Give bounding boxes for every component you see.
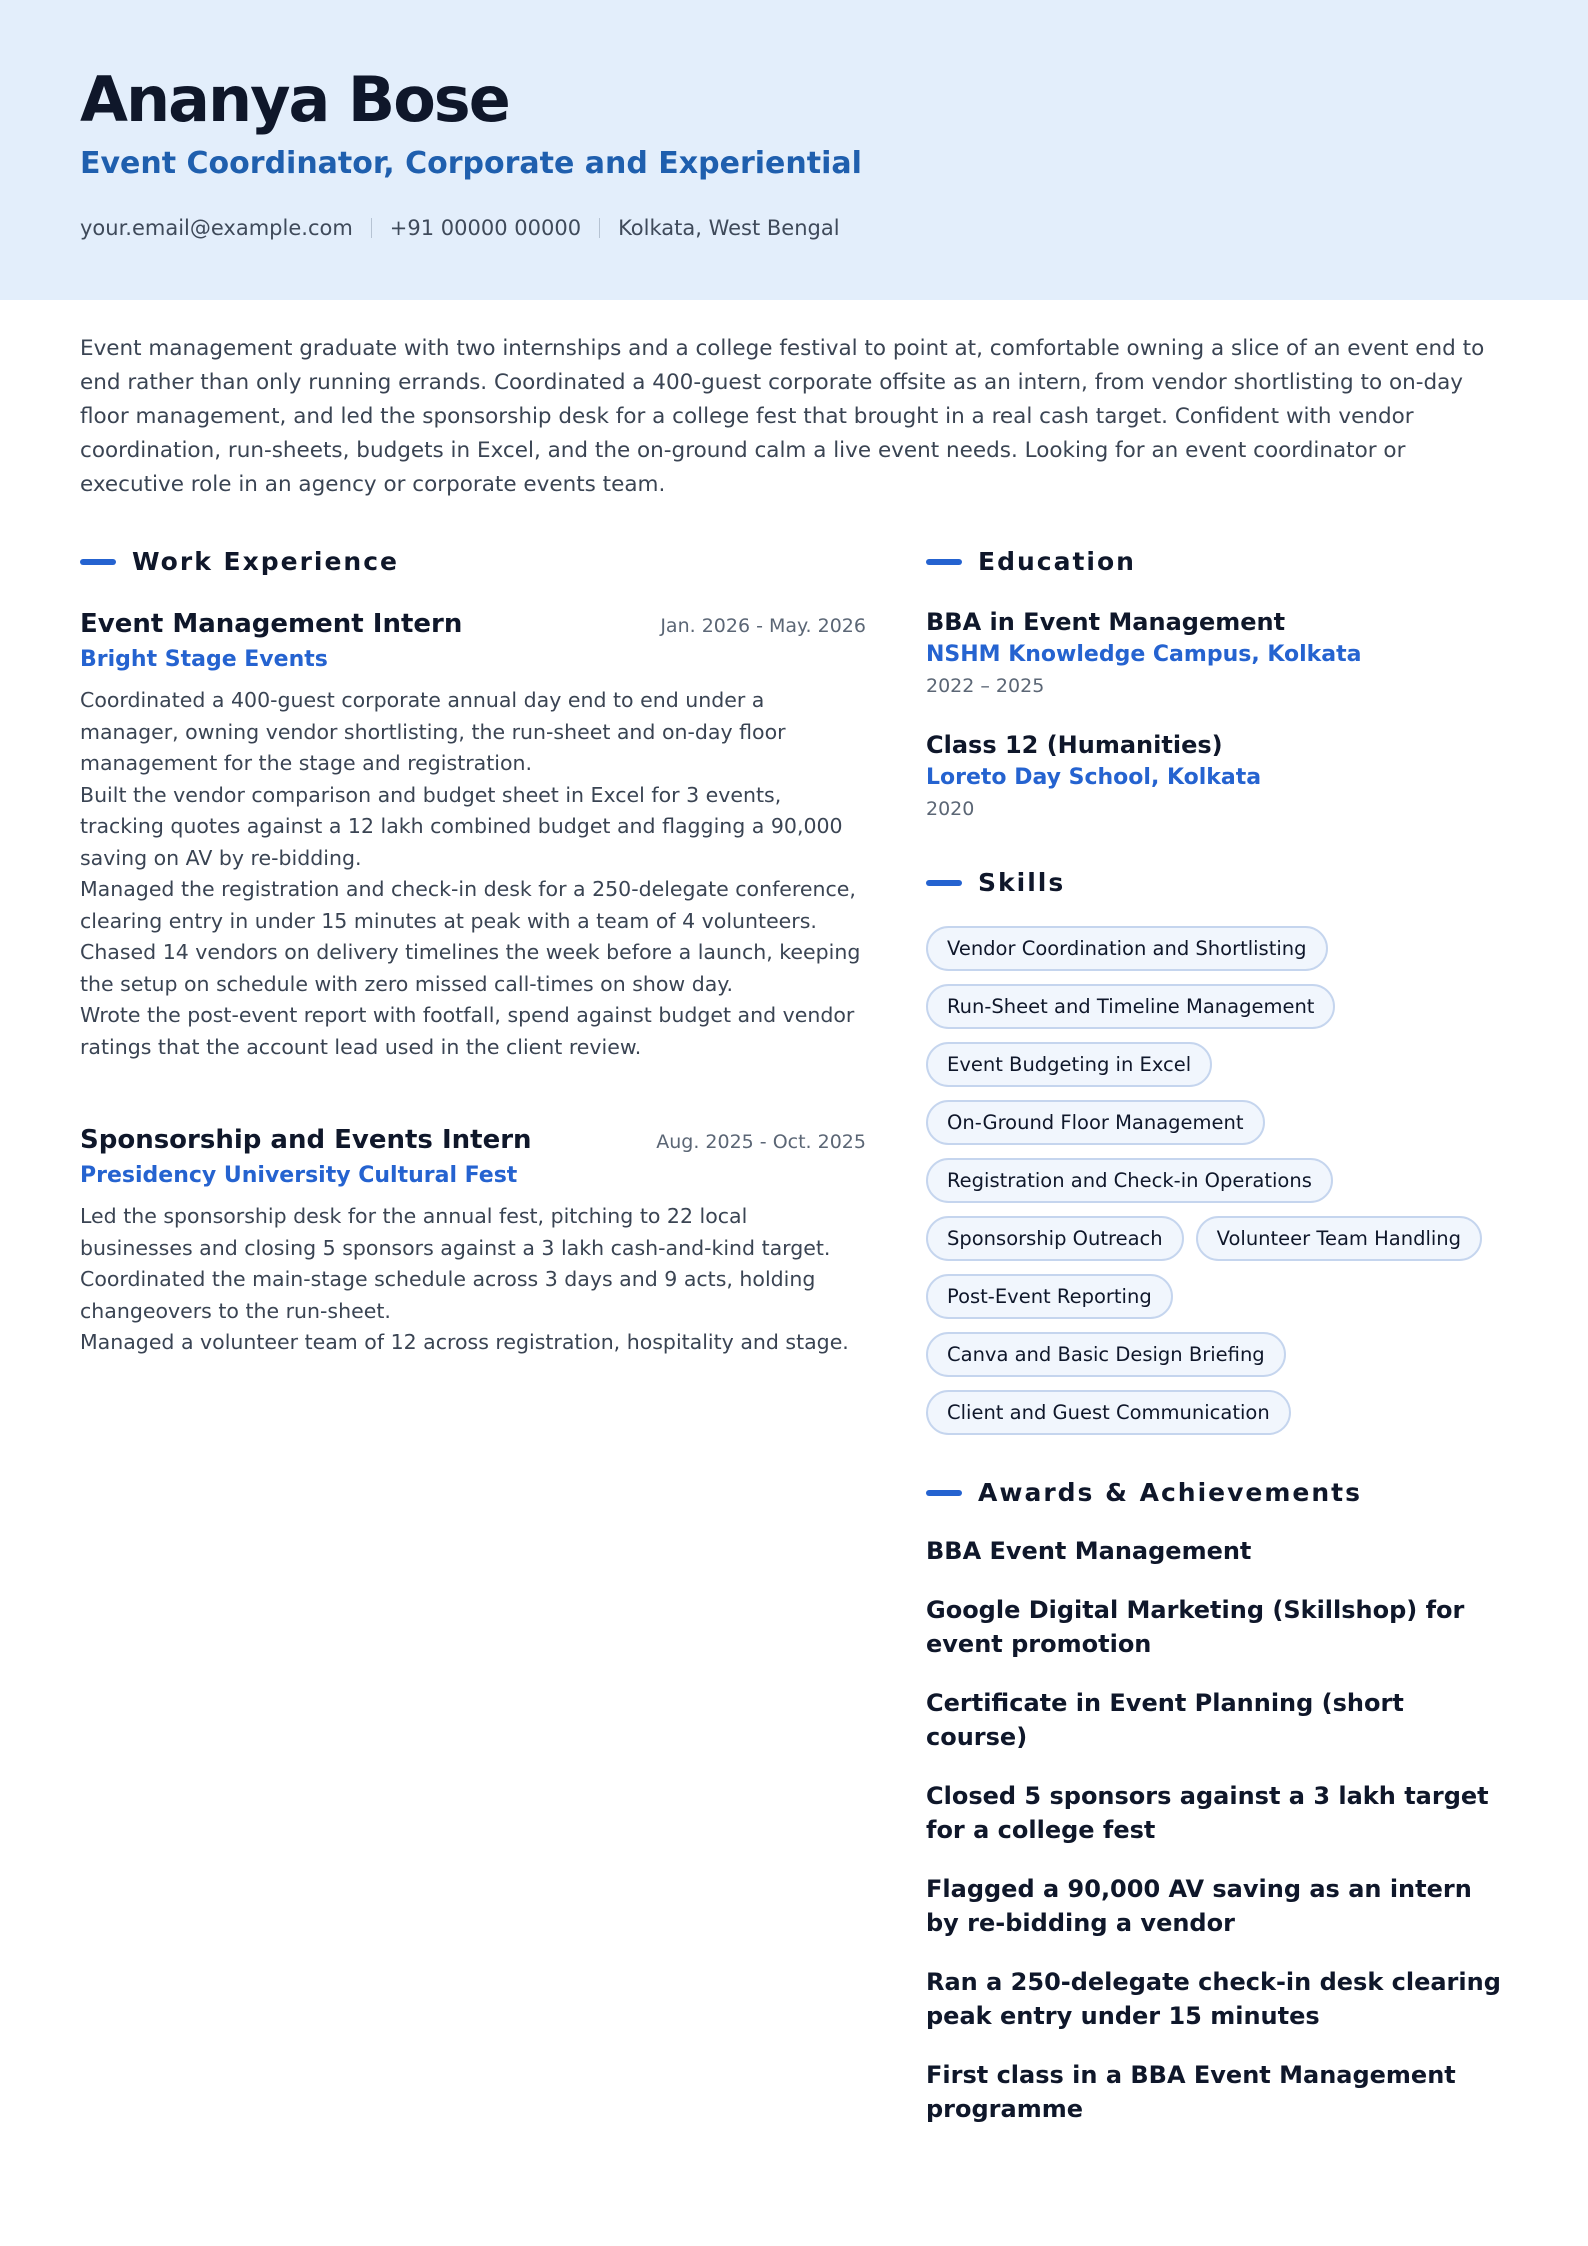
education-school: NSHM Knowledge Campus, Kolkata (926, 642, 1362, 667)
job-organization: Bright Stage Events (80, 647, 328, 672)
job-bullet: Coordinated the main-stage schedule across 3 days and 9 acts, holding changeovers to the run-sheet. (80, 1267, 816, 1323)
job-bullet: Chased 14 vendors on delivery timelines the week before a launch, keeping the setup on schedule with zero missed call-times on show day. (80, 940, 861, 996)
education-years: 2020 (926, 798, 975, 820)
skill-chip: Canva and Basic Design Briefing (926, 1332, 1286, 1377)
section-heading-label: Education (978, 547, 1136, 576)
section-heading-skills (926, 867, 1065, 899)
awards-list (926, 1534, 1506, 2151)
job-bullet: Wrote the post-event report with footfall, spend against budget and vendor ratings that the account lead used in the client review. (80, 1003, 855, 1059)
contact-divider (371, 218, 372, 238)
skill-chip: Volunteer Team Handling (1196, 1216, 1482, 1261)
job-dates: Aug. 2025 - Oct. 2025 (656, 1131, 866, 1153)
education-entry (926, 606, 1526, 700)
skill-chip: Event Budgeting in Excel (926, 1042, 1212, 1087)
section-heading-awards (926, 1477, 1362, 1509)
skill-chip: Registration and Check-in Operations (926, 1158, 1333, 1203)
contact-line (80, 213, 840, 243)
job-title: Sponsorship and Events Intern (80, 1125, 532, 1155)
candidate-name: Ananya Bose (80, 63, 509, 136)
section-accent-bar (926, 880, 962, 886)
award-item: Ran a 250-delegate check-in desk clearing peak entry under 15 minutes (926, 1968, 1501, 2030)
skill-chip: Vendor Coordination and Shortlisting (926, 926, 1328, 971)
contact-email[interactable]: your.email@example.com (80, 216, 353, 240)
award-item: Google Digital Marketing (Skillshop) for event promotion (926, 1596, 1465, 1658)
skills-list (926, 926, 1526, 1435)
education-school: Loreto Day School, Kolkata (926, 765, 1262, 790)
section-accent-bar (926, 1490, 962, 1496)
award-item: Certificate in Event Planning (short course) (926, 1689, 1404, 1751)
job-bullet: Managed a volunteer team of 12 across registration, hospitality and stage. (80, 1330, 849, 1354)
section-accent-bar (926, 559, 962, 565)
candidate-role: Event Coordinator, Corporate and Experiential (80, 146, 862, 181)
award-item: Flagged a 90,000 AV saving as an intern by re-bidding a vendor (926, 1875, 1472, 1937)
experience-entry (80, 1123, 866, 1359)
job-bullet: Managed the registration and check-in desk for a 250-delegate conference, clearing entry in under 15 minutes at peak with a team of 4 volunteers. (80, 877, 856, 933)
job-bullet-list (80, 685, 866, 1063)
education-years: 2022 – 2025 (926, 675, 1045, 697)
section-heading-work (80, 546, 399, 578)
header-banner (0, 0, 1588, 300)
job-bullet: Built the vendor comparison and budget sheet in Excel for 3 events, tracking quotes against a 12 lakh combined budget and flagging a 90,000 saving on AV by re-bidding. (80, 782, 843, 870)
skill-chip: Client and Guest Communication (926, 1390, 1291, 1435)
job-bullet: Coordinated a 400-guest corporate annual day end to end under a manager, owning vendor shortlisting, the run-sheet and on-day floor management for the stage and registration. (80, 688, 786, 775)
section-heading-label: Work Experience (132, 547, 399, 576)
award-item: Closed 5 sponsors against a 3 lakh target for a college fest (926, 1782, 1489, 1844)
award-item: First class in a BBA Event Management programme (926, 2061, 1456, 2123)
summary-paragraph: Event management graduate with two internships and a college festival to point at, comfortable owning a slice of an event end to end rather than only running errands. Coordinated a 400-guest corporate offsite as an intern, from vendor shortlisting to on-day floor management, and led the sponsorship desk for a college fest that brought in a real cash target. Confident with vendor coordination, run-sheets, budgets in Excel, and the on-ground calm a live event needs. Looking for an event coordinator or executive role in an agency or corporate events team. (80, 336, 1485, 497)
section-heading-education (926, 546, 1136, 578)
education-degree: Class 12 (Humanities) (926, 731, 1223, 759)
job-organization: Presidency University Cultural Fest (80, 1163, 518, 1188)
skill-chip: Sponsorship Outreach (926, 1216, 1184, 1261)
award-item: BBA Event Management (926, 1537, 1252, 1565)
contact-phone[interactable]: +91 00000 00000 (389, 216, 582, 240)
education-degree: BBA in Event Management (926, 608, 1286, 636)
education-entry (926, 729, 1526, 823)
skill-chip: Post-Event Reporting (926, 1274, 1173, 1319)
experience-entry (80, 607, 866, 1063)
job-dates: Jan. 2026 - May. 2026 (660, 615, 866, 637)
contact-divider (599, 218, 600, 238)
section-heading-label: Skills (978, 868, 1066, 897)
job-title: Event Management Intern (80, 609, 463, 639)
skill-chip: Run-Sheet and Timeline Management (926, 984, 1335, 1029)
section-heading-label: Awards & Achievements (978, 1478, 1363, 1507)
skill-chip: On-Ground Floor Management (926, 1100, 1265, 1145)
contact-location: Kolkata, West Bengal (618, 216, 840, 240)
job-bullet-list (80, 1201, 866, 1359)
section-accent-bar (80, 559, 116, 565)
job-bullet: Led the sponsorship desk for the annual fest, pitching to 22 local businesses and closing 5 sponsors against a 3 lakh cash-and-kind target. (80, 1204, 831, 1260)
